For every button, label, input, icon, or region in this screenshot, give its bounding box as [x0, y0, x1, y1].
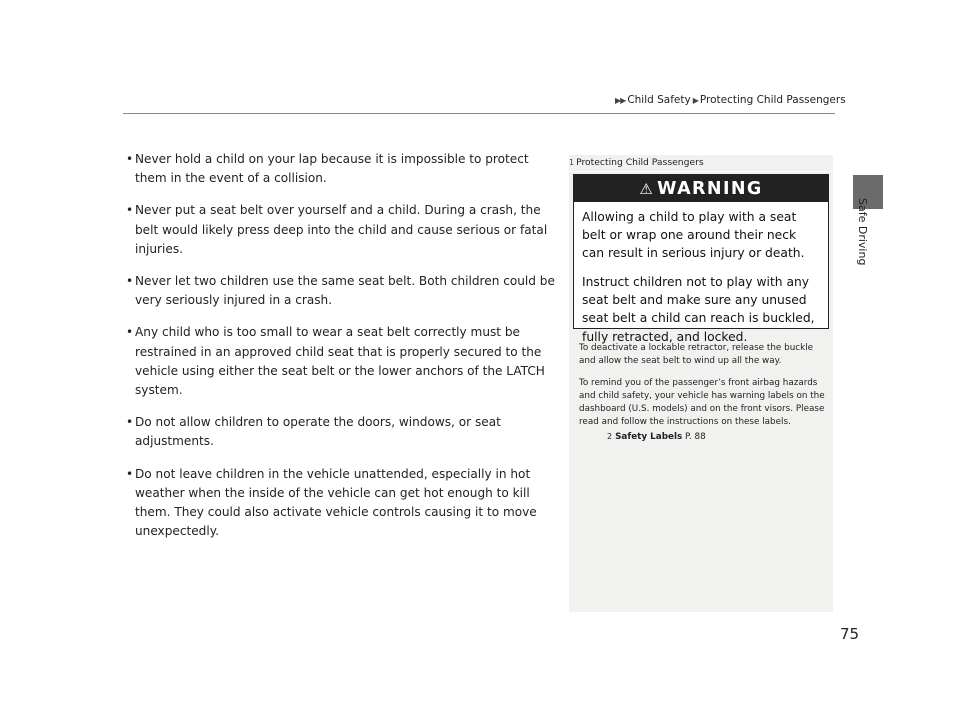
sidebar-header-divider [569, 171, 833, 172]
warning-banner [574, 175, 828, 202]
bullet-text: Never let two children use the same seat belt. Both children could be very seriously injured in a crash. [135, 274, 555, 308]
cross-reference-link[interactable] [579, 430, 829, 444]
section-tab-label: Safe Driving [856, 198, 869, 266]
warning-paragraph: Instruct children not to play with any seat belt and make sure any unused seat belt a child can reach is buckled, fully retracted, and locked. [582, 275, 815, 344]
sidebar-notes-panel [569, 155, 833, 612]
breadcrumb [615, 94, 846, 106]
warning-text [574, 202, 828, 346]
double-arrow-icon: ▶▶ [615, 95, 626, 105]
warning-triangle-icon: ⚠ [639, 179, 655, 198]
sidebar-notes [579, 342, 829, 444]
bullet-item: • Never hold a child on your lap because it is impossible to protect them in the event of a collision. [126, 152, 529, 186]
cross-reference-icon: 2 [607, 431, 613, 441]
xref-page: P. 88 [685, 431, 706, 442]
bullet-text: Do not allow children to operate the doors, windows, or seat adjustments. [135, 415, 501, 449]
reference-marker-icon: 1 [569, 158, 575, 167]
arrow-icon: ▶ [692, 95, 698, 105]
page-number: 75 [840, 625, 860, 643]
breadcrumb-page[interactable]: Protecting Child Passengers [699, 94, 846, 106]
bullet-text: Any child who is too small to wear a seat belt correctly must be restrained in an approved child seat that is properly secured to the vehicle using either the seat belt or the lower anchors of the LATCH system. [135, 325, 545, 398]
main-content [126, 150, 558, 554]
bullet-text: Do not leave children in the vehicle unattended, especially in hot weather when the inside of the vehicle can get hot enough to kill them. They could also activate vehicle controls causing it to move unexpectedly. [135, 466, 537, 539]
sidebar-header [569, 155, 833, 170]
breadcrumb-section[interactable]: Child Safety [627, 94, 691, 106]
warning-title: WARNING [657, 178, 763, 199]
bullet-item: • Never put a seat belt over yourself and a child. During a crash, the belt would likely press deep into the child and cause serious or fatal injuries. [126, 203, 548, 256]
bullet-item: • Any child who is too small to wear a seat belt correctly must be restrained in an approved child seat that is properly secured to the vehicle using either the seat belt or the lower anchors of the LATCH system. [126, 325, 545, 398]
note-paragraph: To deactivate a lockable retractor, release the buckle and allow the seat belt to wind up all the way. [579, 343, 814, 367]
header-divider [123, 113, 835, 114]
bullet-item: • Never let two children use the same seat belt. Both children could be very seriously injured in a crash. [126, 274, 555, 308]
note-paragraph: To remind you of the passenger’s front airbag hazards and child safety, your vehicle has warning labels on the dashboard (U.S. models) and on the front visors. Please read and follow the instructions on these labels. [579, 377, 825, 428]
warning-box [573, 174, 829, 344]
bullet-item: • Do not leave children in the vehicle unattended, especially in hot weather when the inside of the vehicle can get hot enough to kill them. They could also activate vehicle controls causing it to move unexpectedly. [126, 466, 537, 539]
bullet-text: Never hold a child on your lap because it is impossible to protect them in the event of a collision. [135, 152, 529, 186]
warning-paragraph: Allowing a child to play with a seat belt or wrap one around their neck can result in serious injury or death. [582, 210, 805, 261]
xref-title: Safety Labels [615, 431, 683, 442]
bullet-item: • Do not allow children to operate the doors, windows, or seat adjustments. [126, 415, 501, 449]
bullet-text: Never put a seat belt over yourself and a child. During a crash, the belt would likely press deep into the child and cause serious or fatal injuries. [135, 203, 548, 256]
sidebar-header-title: Protecting Child Passengers [576, 157, 704, 168]
